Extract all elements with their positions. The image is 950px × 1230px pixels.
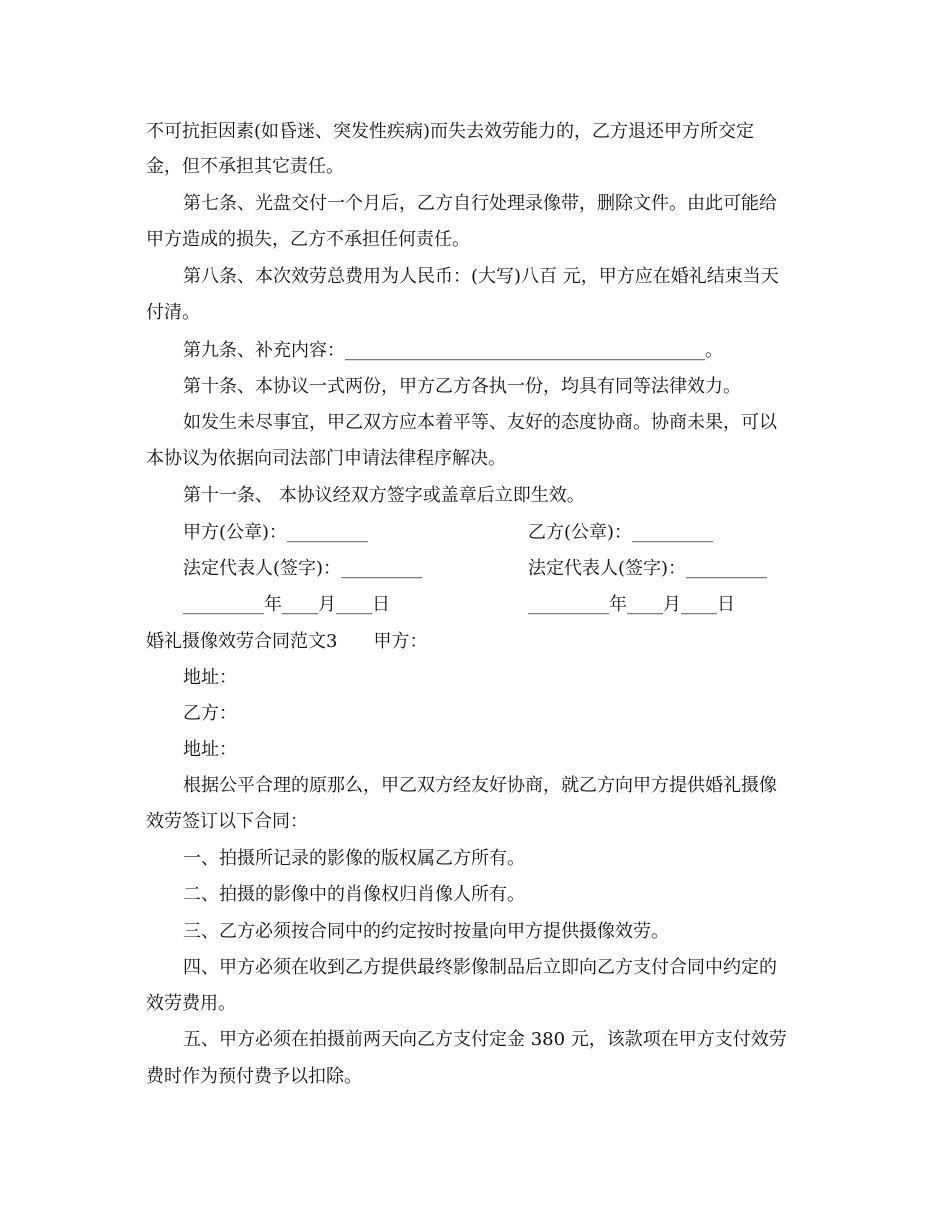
article-11-line: 第十一条、 本协议经双方签字或盖章后立即生效。 <box>183 485 585 506</box>
clause-4-line: 四、甲方必须在收到乙方提供最终影像制品后立即向乙方支付合同中约定的 <box>183 957 777 978</box>
party-b-seal: 乙方(公章)：_________ <box>528 522 714 543</box>
paragraph-line: 甲方造成的损失，乙方不承担任何责任。 <box>146 229 470 250</box>
party-b-address: 地址： <box>183 739 237 760</box>
party-a-seal: 甲方(公章)：_________ <box>183 522 369 543</box>
party-b-representative: 法定代表人(签字)：_________ <box>528 558 768 579</box>
party-a-date: _________年____月____日 <box>183 594 390 615</box>
contract-3-line: 效劳费用。 <box>146 993 236 1014</box>
contract-3-line: 根据公平合理的原那么，甲乙双方经友好协商，就乙方向甲方提供婚礼摄像 <box>183 775 777 796</box>
article-8-line: 第八条、本次效劳总费用为人民币：(大写)八百 元，甲方应在婚礼结束当天 <box>183 266 779 287</box>
clause-3-line: 三、乙方必须按合同中的约定按时按量向甲方提供摄像效劳。 <box>183 921 669 942</box>
paragraph-line: 不可抗拒因素(如昏迷、突发性疾病)而失去效劳能力的，乙方退还甲方所交定 <box>146 121 755 142</box>
paragraph-line: 金，但不承担其它责任。 <box>146 156 344 177</box>
party-a-address: 地址： <box>183 667 237 688</box>
paragraph-line: 付清。 <box>146 302 200 323</box>
article-9-line: 第九条、补充内容：________________________________________。 <box>183 340 723 361</box>
clause-5-line: 五、甲方必须在拍摄前两天向乙方支付定金 380 元，该款项在甲方支付效劳 <box>183 1029 787 1050</box>
paragraph-line: 本协议为依据向司法部门申请法律程序解决。 <box>146 448 506 469</box>
clause-1-line: 一、拍摄所记录的影像的版权属乙方所有。 <box>183 848 525 869</box>
contract-3-line: 效劳签订以下合同： <box>146 811 308 832</box>
party-b-label: 乙方： <box>183 703 237 724</box>
party-b-date: _________年____月____日 <box>528 594 735 615</box>
article-10-line: 第十条、本协议一式两份，甲方乙方各执一份，均具有同等法律效力。 <box>183 376 741 397</box>
party-a-representative: 法定代表人(签字)：_________ <box>183 558 423 579</box>
contract-3-line: 费时作为预付费予以扣除。 <box>146 1066 362 1087</box>
clause-2-line: 二、拍摄的影像中的肖像权归肖像人所有。 <box>183 884 525 905</box>
paragraph-line: 如发生未尽事宜，甲乙双方应本着平等、友好的态度协商。协商未果，可以 <box>183 412 777 433</box>
contract-3-heading: 婚礼摄像效劳合同范文3 甲方： <box>146 631 428 652</box>
article-7-line: 第七条、光盘交付一个月后，乙方自行处理录像带，删除文件。由此可能给 <box>183 193 777 214</box>
